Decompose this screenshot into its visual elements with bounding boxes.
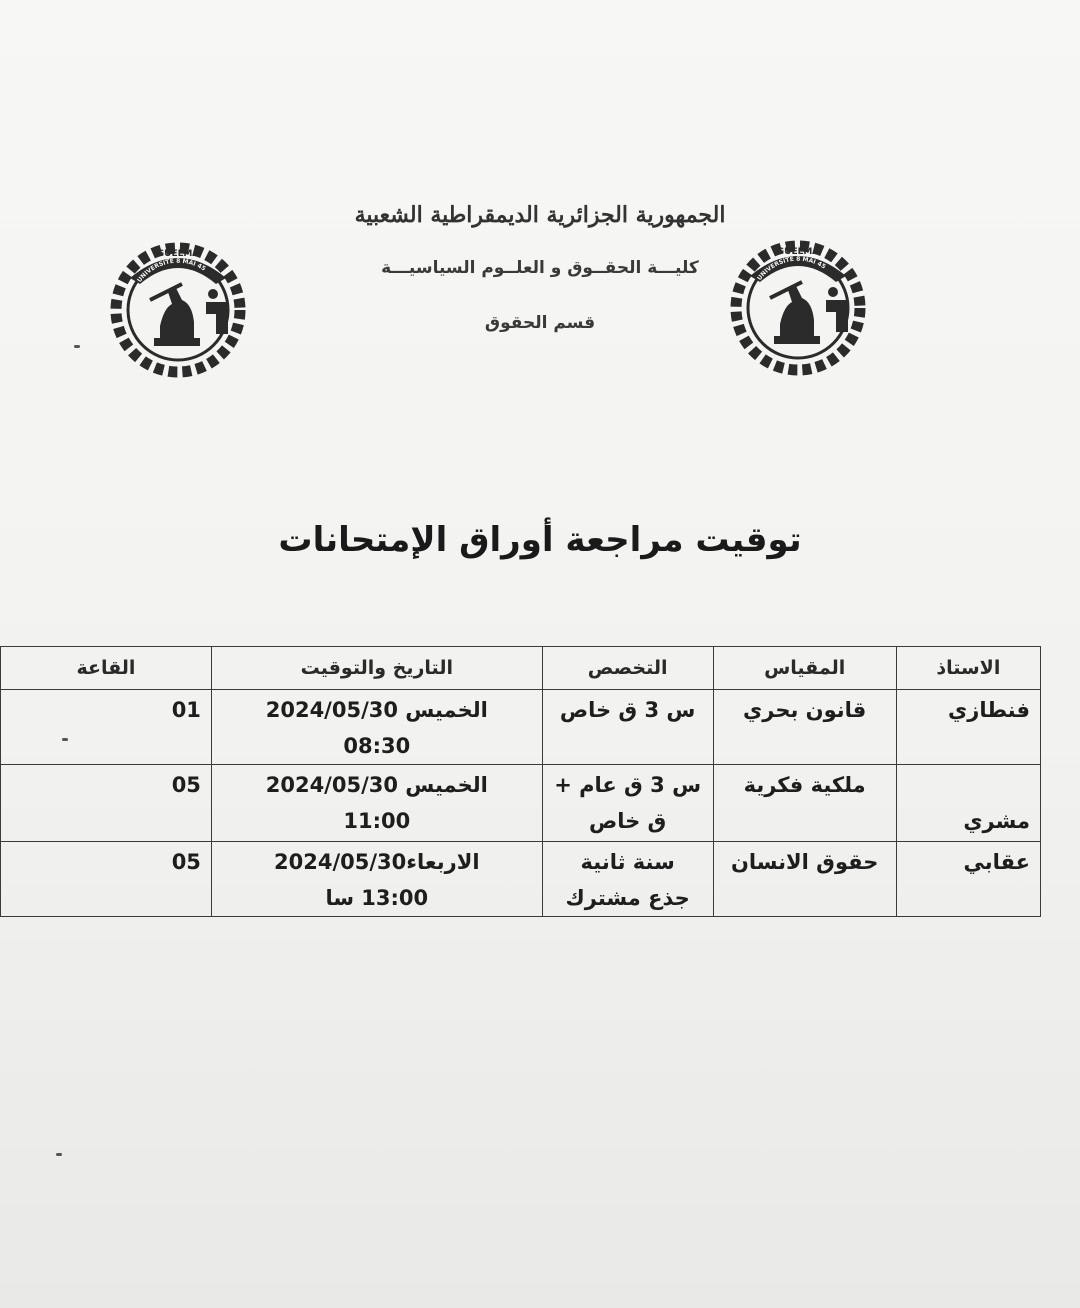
- table-header-row: [1, 647, 1041, 690]
- cell-room: 05: [1, 765, 212, 842]
- cell-datetime: الخميس 2024/05/30 11:00: [211, 765, 542, 842]
- cell-datetime: الاربعاء2024/05/30 13:00 سا: [211, 842, 542, 917]
- table-row: [1, 765, 1041, 842]
- scan-speck: [56, 1153, 62, 1156]
- cell-professor: فنطازي: [896, 690, 1040, 765]
- faculty-line: كليـــة الحقــوق و العلــوم السياسيـــة: [381, 258, 699, 278]
- university-emblem-icon: [108, 238, 248, 378]
- cell-specialty: سنة ثانية جذع مشترك: [542, 842, 713, 917]
- page-title: توقيت مراجعة أوراق الإمتحانات: [278, 520, 802, 560]
- table-row: [1, 690, 1041, 765]
- review-schedule-table: [0, 646, 1041, 917]
- cell-module: حقوق الانسان: [713, 842, 896, 917]
- header-professor: الاستاذ: [896, 647, 1040, 690]
- svg-text:UNIVERSITE 8 MAI 45: UNIVERSITE 8 MAI 45: [756, 255, 827, 282]
- cell-module: قانون بحري: [713, 690, 896, 765]
- svg-text:GUELMA: GUELMA: [156, 249, 200, 259]
- cell-professor: مشري: [896, 765, 1040, 842]
- svg-text:UNIVERSITE 8 MAI 45: UNIVERSITE 8 MAI 45: [136, 257, 207, 284]
- scan-speck: [62, 738, 68, 741]
- header-room: القاعة: [1, 647, 212, 690]
- svg-text:GUELMA: GUELMA: [776, 247, 820, 257]
- republic-line: الجمهورية الجزائرية الديمقراطية الشعبية: [354, 202, 726, 228]
- header-datetime: التاريخ والتوقيت: [211, 647, 542, 690]
- cell-module: ملكية فكرية: [713, 765, 896, 842]
- university-emblem-icon: [728, 236, 868, 376]
- cell-specialty: س 3 ق خاص: [542, 690, 713, 765]
- cell-datetime: الخميس 2024/05/30 08:30: [211, 690, 542, 765]
- department-line: قسم الحقوق: [484, 313, 596, 333]
- university-logo-right: [728, 236, 868, 376]
- header-module: المقياس: [713, 647, 896, 690]
- header-specialty: التخصص: [542, 647, 713, 690]
- cell-specialty: س 3 ق عام + ق خاص: [542, 765, 713, 842]
- cell-room: 01: [1, 690, 212, 765]
- cell-professor: عقابي: [896, 842, 1040, 917]
- scan-speck: [74, 345, 80, 348]
- table-row: [1, 842, 1041, 917]
- cell-room: 05: [1, 842, 212, 917]
- university-logo-left: [108, 238, 248, 378]
